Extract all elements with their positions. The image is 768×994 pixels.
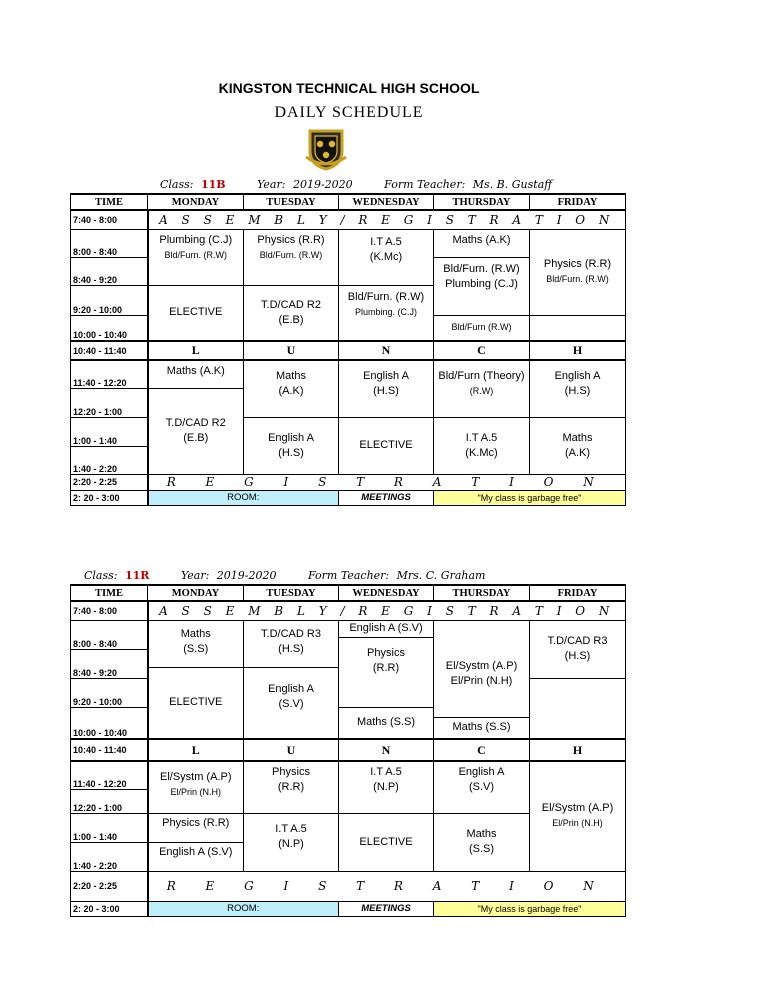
class-info-11b [160, 178, 556, 191]
lesson-cell [530, 678, 626, 739]
lesson-cell: Bld/Furn (R.W) [434, 315, 530, 341]
class-info-11r [84, 569, 489, 582]
assembly-banner: A S S E M B L Y / R E G I S T R A T I O N [148, 210, 626, 229]
col-monday: MONDAY [148, 585, 244, 601]
lesson-cell: I.T A.5 (K.Mc) [434, 417, 530, 474]
teacher-value: Ms. B. Gustaff [472, 178, 553, 191]
lesson-cell: El/Systm (A.P) El/Prin (N.H) [530, 761, 626, 871]
col-time: TIME [71, 585, 148, 601]
lesson-cell: Plumbing (C.J) Bld/Furn. (R.W) [148, 229, 244, 285]
lesson-cell: Maths (S.S) [434, 813, 530, 871]
lesson-cell: El/Systm (A.P) El/Prin (N.H) [148, 761, 244, 813]
lesson-cell: Maths (A.K) [530, 417, 626, 474]
teacher-label: Form Teacher: [384, 178, 466, 191]
class-label: Class: [84, 569, 118, 582]
lesson-cell: El/Systm (A.P) El/Prin (N.H) [434, 620, 530, 717]
col-wednesday: WEDNESDAY [339, 194, 434, 210]
col-thursday: THURSDAY [434, 194, 530, 210]
time-slot: 1:40 - 2:20 [71, 842, 148, 871]
time-slot: 1:00 - 1:40 [71, 813, 148, 842]
col-friday: FRIDAY [530, 194, 626, 210]
lesson-cell: English A (S.V) [148, 842, 244, 871]
year-value: 2019-2020 [216, 569, 277, 582]
teacher-label: Form Teacher: [308, 569, 390, 582]
lesson-cell: Bld/Furn. (R.W) Plumbing. (C.J) [339, 285, 434, 341]
schedule-table-11r [70, 584, 626, 917]
lesson-cell: English A (S.V) [339, 620, 434, 637]
lesson-cell: English A (S.V) [434, 761, 530, 813]
time-slot: 8:00 - 8:40 [71, 229, 148, 257]
time-slot: 2: 20 - 3:00 [71, 901, 148, 916]
time-slot: 2: 20 - 3:00 [71, 490, 148, 505]
lunch-letter: C [434, 341, 530, 360]
lunch-letter: L [148, 739, 244, 761]
lesson-cell: Maths (A.K) [148, 360, 244, 388]
year-value: 2019-2020 [292, 178, 353, 191]
col-tuesday: TUESDAY [244, 194, 339, 210]
lunch-letter: H [530, 739, 626, 761]
lesson-cell: I.T A.5 (K.Mc) [339, 229, 434, 285]
registration-banner: R E G I S T R A T I O N [148, 474, 626, 490]
meetings-cell: MEETINGS [339, 901, 434, 916]
col-monday: MONDAY [148, 194, 244, 210]
lunch-letter: U [244, 739, 339, 761]
lunch-letter: C [434, 739, 530, 761]
time-slot: 11:40 - 12:20 [71, 761, 148, 789]
time-slot: 2:20 - 2:25 [71, 474, 148, 490]
col-thursday: THURSDAY [434, 585, 530, 601]
room-cell: ROOM: [148, 490, 339, 505]
time-slot: 1:40 - 2:20 [71, 446, 148, 474]
school-name: KINGSTON TECHNICAL HIGH SCHOOL [218, 80, 480, 96]
lesson-cell: ELECTIVE [339, 417, 434, 474]
registration-banner: R E G I S T R A T I O N [148, 871, 626, 901]
class-label: Class: [160, 178, 194, 191]
lesson-cell: Bld/Furn. (R.W) Plumbing (C.J) [434, 257, 530, 315]
lesson-cell: Maths (S.S) [434, 717, 530, 739]
lesson-cell: English A (H.S) [244, 417, 339, 474]
time-slot: 2:20 - 2:25 [71, 871, 148, 901]
lesson-cell: Physics (R.R) Bld/Furn. (R.W) [530, 229, 626, 315]
lesson-cell: ELECTIVE [148, 285, 244, 341]
lesson-cell: T.D/CAD R2 (E.B) [148, 388, 244, 474]
lesson-cell: Physics (R.R) [244, 761, 339, 813]
lesson-cell: I.T A.5 (N.P) [244, 813, 339, 871]
col-tuesday: TUESDAY [244, 585, 339, 601]
year-label: Year: [257, 178, 286, 191]
time-slot: 9:20 - 10:00 [71, 285, 148, 315]
col-time: TIME [71, 194, 148, 210]
lesson-cell: Maths (A.K) [244, 360, 339, 417]
lesson-cell: T.D/CAD R2 (E.B) [244, 285, 339, 341]
lesson-cell: English A (S.V) [244, 667, 339, 739]
meetings-cell: MEETINGS [339, 490, 434, 505]
room-cell: ROOM: [148, 901, 339, 916]
school-crest-icon [304, 127, 348, 171]
lunch-letter: N [339, 341, 434, 360]
time-slot: 1:00 - 1:40 [71, 417, 148, 446]
lesson-cell: Bld/Furn (Theory) (R.W) [434, 360, 530, 417]
col-friday: FRIDAY [530, 585, 626, 601]
lesson-cell: Physics (R.R) [148, 813, 244, 842]
lesson-cell: Physics (R.R) Bld/Furn. (R.W) [244, 229, 339, 285]
lesson-cell: ELECTIVE [339, 813, 434, 871]
lesson-cell: English A (H.S) [339, 360, 434, 417]
teacher-value: Mrs. C. Graham [396, 569, 486, 582]
lunch-letter: N [339, 739, 434, 761]
time-slot: 11:40 - 12:20 [71, 360, 148, 388]
time-slot: 7:40 - 8:00 [71, 601, 148, 620]
time-slot: 8:40 - 9:20 [71, 649, 148, 678]
time-slot: 12:20 - 1:00 [71, 789, 148, 813]
lunch-letter: H [530, 341, 626, 360]
lesson-cell: ELECTIVE [148, 667, 244, 739]
class-value: 11R [125, 569, 150, 582]
time-slot: 12:20 - 1:00 [71, 388, 148, 417]
lesson-cell: Maths (S.S) [148, 620, 244, 667]
time-slot: 9:20 - 10:00 [71, 678, 148, 707]
col-wednesday: WEDNESDAY [339, 585, 434, 601]
lesson-cell [530, 315, 626, 341]
time-slot: 7:40 - 8:00 [71, 210, 148, 229]
schedule-table-11b [70, 193, 626, 506]
lesson-cell: Maths (S.S) [339, 707, 434, 739]
assembly-banner: A S S E M B L Y / R E G I S T R A T I O N [148, 601, 626, 620]
class-value: 11B [201, 178, 226, 191]
garbage-free-cell: "My class is garbage free" [434, 490, 626, 505]
lesson-cell: Maths (A.K) [434, 229, 530, 257]
lunch-letter: U [244, 341, 339, 360]
lesson-cell: English A (H.S) [530, 360, 626, 417]
lesson-cell: T.D/CAD R3 (H.S) [530, 620, 626, 678]
lesson-cell: T.D/CAD R3 (H.S) [244, 620, 339, 667]
lunch-letter: L [148, 341, 244, 360]
time-slot: 10:00 - 10:40 [71, 707, 148, 739]
garbage-free-cell: "My class is garbage free" [434, 901, 626, 916]
schedule-title: DAILY SCHEDULE [274, 104, 424, 121]
lesson-cell: Physics (R.R) [339, 637, 434, 707]
time-slot: 10:40 - 11:40 [71, 341, 148, 360]
year-label: Year: [180, 569, 210, 582]
lesson-cell: I.T A.5 (N.P) [339, 761, 434, 813]
time-slot: 8:00 - 8:40 [71, 620, 148, 649]
time-slot: 10:00 - 10:40 [71, 315, 148, 341]
time-slot: 10:40 - 11:40 [71, 739, 148, 761]
time-slot: 8:40 - 9:20 [71, 257, 148, 285]
